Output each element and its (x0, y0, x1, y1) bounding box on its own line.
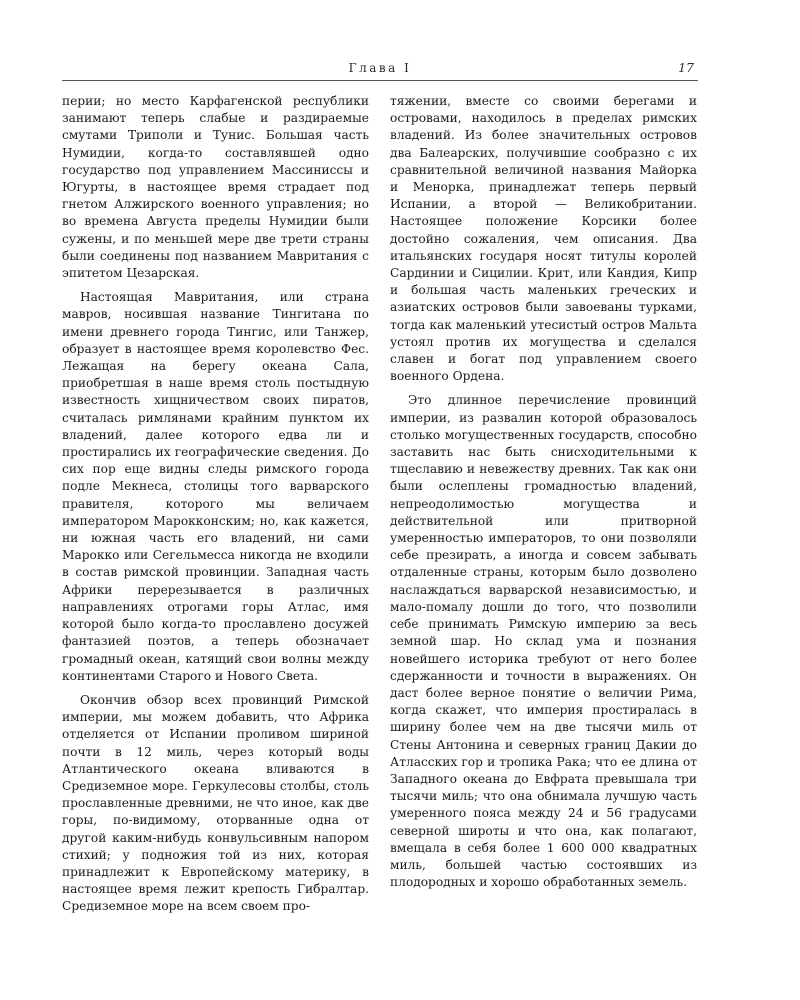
right-column (390, 93, 697, 891)
left-column (62, 93, 369, 916)
chapter-title: Глава I (348, 61, 412, 75)
paragraph: тяжении, вместе со своими берегами и островами, находилось в пределах римских владений. Из более значительных островов два Балеарских, получившие сообразно с их сравнительной величиной названия Майорка и Менорка, принадлежат теперь первый Испании, а второй — Великобритании. Настоящее положение Корсики более достойно сожаления, чем описания. Два итальянских государя носят титулы королей Сардинии и Сицилии. Крит, или Кандия, Кипр и большая часть маленьких греческих и азиатских островов были завоеваны турками, тогда как маленький утесистый остров Мальта устоял против их могущества и сделался славен и богат под управлением своего военного Ордена. (390, 94, 697, 384)
paragraph: Окончив обзор всех провинций Римской империи, мы можем добавить, что Африка отделяется от Испании проливом шириной почти в 12 миль, через который воды Атлантического океана вливаются в Средиземное море. Геркулесовы столбы, столь прославленные древними, не что иное, как две горы, по-видимому, оторванные одна от другой каким-нибудь конвульсивным напором стихий; у подножия той из них, которая принадлежит к Европейскому материку, в настоящее время лежит крепость Гибралтар. Средиземное море на всем своем про- (62, 692, 369, 914)
paragraph: перии; но место Карфагенской республики занимают теперь слабые и раздираемые смутами Триполи и Тунис. Большая часть Нумидии, когда-то составлявшей одно государство под управлением Массиниссы и Югурты, в настоящее время страдает под гнетом Алжирского военного управления; но во времена Августа пределы Нумидии были сужены, и по меньшей мере две трети страны были соединены под названием Мавритания с эпитетом Цезарская. (62, 94, 369, 281)
running-head (62, 60, 698, 76)
header-rule (62, 80, 698, 81)
paragraph: Настоящая Мавритания, или страна мавров, носившая название Тингитана по имени древнего города Тингис, или Танжер, образует в настоящее время королевство Фес. Лежащая на берегу океана Сала, приобретшая в наше время столь постыдную известность хищничеством своих пиратов, считалась римлянами крайним пунктом их владений, далее которого едва ли и простирались их географические сведения. До сих пор еще видны следы римского города подле Мекнеса, столицы того варварского правителя, которого мы величаем императором Марокконским; но, как кажется, ни южная часть его владений, ни сами Марокко или Сегельмесса никогда не входили в состав римской провинции. Западная часть Африки перерезывается в различных направлениях отрогами горы Атлас, имя которой было когда-то прославлено досужей фантазией поэтов, а теперь обозначает громадный океан, катящий свои волны между континентами Старого и Нового Света. (62, 290, 369, 683)
paragraph: Это длинное перечисление провинций империи, из развалин которой образовалось столько могущественных государств, способно заставить нас быть снисходительными к тщеславию и невежеству древних. Так как они были ослеплены громадностью владений, непреодолимостью могущества и действительной или притворной умеренностью императоров, то они позволяли себе презирать, а иногда и совсем забывать отдаленные страны, которым было дозволено наслаждаться варварской независимостью, и мало-помалу дошли до того, что позволили себе принимать Римскую империю за весь земной шар. Но склад ума и познания новейшего историка требуют от него более сдержанности и точности в выражениях. Он даст более верное понятие о величии Рима, когда скажет, что империя простиралась в ширину более чем на две тысячи миль от Стены Антонина и северных границ Дакии до Атласских гор и тропика Рака; что ее длина от Западного океана до Евфрата превышала три тысячи миль; что она обнимала лучшую часть умеренного пояса между 24 и 56 градусами северной широты и что она, как полагают, вмещала в себя более 1 600 000 квадратных миль, большей частью состоявших из плодородных и хорошо обработанных земель. (390, 393, 697, 890)
page-number: 17 (678, 60, 694, 75)
